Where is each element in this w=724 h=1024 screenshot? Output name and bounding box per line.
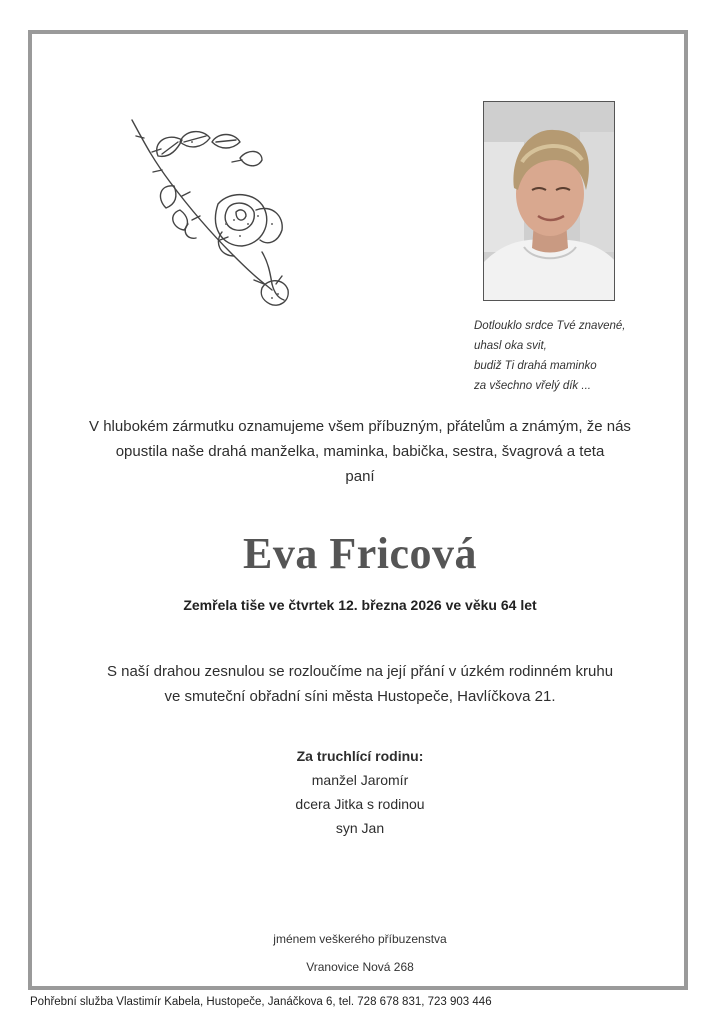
family-address: Vranovice Nová 268 — [306, 960, 414, 974]
death-date: Zemřela tiše ve čtvrtek 12. března 2026 ve věku 64 let — [183, 597, 537, 613]
farewell-line: S naší drahou zesnulou se rozloučíme na její přání v úzkém rodinném kruhu — [106, 663, 614, 680]
family-heading: Za truchlící rodinu: — [296, 748, 424, 764]
family-section — [40, 744, 680, 840]
portrait-photo — [483, 101, 615, 301]
farewell-info — [40, 659, 680, 709]
portrait-image — [484, 102, 615, 301]
family-member: syn Jan — [335, 820, 385, 836]
poem-line: za všechno vřelý dík ... — [474, 380, 591, 392]
poem-line: budiž Ti drahá maminko — [474, 360, 597, 372]
poem — [474, 316, 674, 396]
announcement-line: paní — [345, 468, 375, 485]
announcement-line: opustila naše drahá manželka, maminka, babička, sestra, švagrová a teta — [115, 443, 605, 460]
poem-line: Dotlouklo srdce Tvé znavené, — [474, 320, 626, 332]
farewell-line: ve smuteční obřadní síni města Hustopeče, Havlíčkova 21. — [164, 688, 556, 705]
funeral-service-footer: Pohřební služba Vlastimír Kabela, Hustopeče, Janáčkova 6, tel. 728 678 831, 723 903 446 — [30, 996, 492, 1008]
poem-line: uhasl oka svit, — [474, 340, 547, 352]
family-member: dcera Jitka s rodinou — [295, 796, 425, 812]
rose-drawing-icon — [122, 112, 298, 312]
deceased-name: Eva Fricová — [242, 529, 477, 578]
announcement — [40, 414, 680, 489]
family-member: manžel Jaromír — [311, 772, 409, 788]
behalf-line: jménem veškerého příbuzenstva — [273, 932, 447, 946]
announcement-line: V hlubokém zármutku oznamujeme všem příbuzným, přátelům a známým, že nás — [89, 418, 631, 435]
